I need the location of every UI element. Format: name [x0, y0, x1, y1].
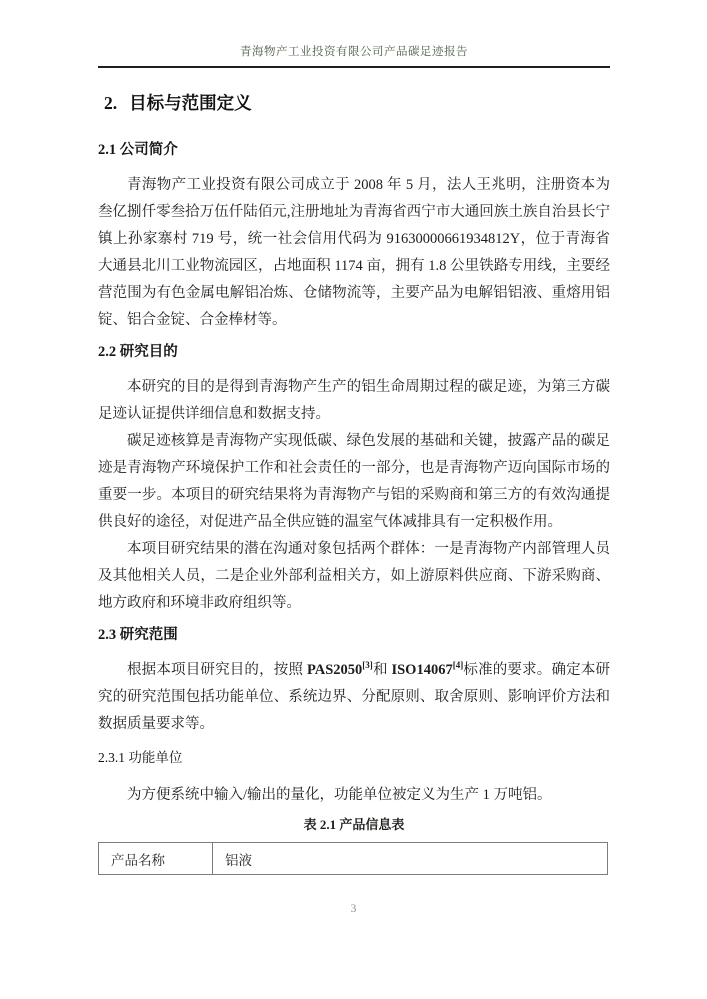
scope-text-segment-1: 根据本项目研究目的，按照 [127, 662, 307, 678]
section-heading-2-3: 2.3 研究范围 [98, 627, 178, 643]
paragraph-functional-unit: 为方便系统中输入/输出的量化，功能单位被定义为生产 1 万吨铝。 [127, 787, 552, 803]
subsection-heading-2-3-1: 2.3.1 功能单位 [98, 750, 183, 765]
paragraph-purpose-1: 本研究的目的是得到青海物产生产的铝生命周期过程的碳足迹，为第三方碳足迹认证提供详细信息和数据支持。 [98, 379, 610, 422]
table-cell-product-name-label: 产品名称 [99, 843, 213, 875]
paragraph-purpose-2: 碳足迹核算是青海物产实现低碳、绿色发展的基础和关键，披露产品的碳足迹是青海物产环境保护工作和社会责任的一部分，也是青海物产迈向国际市场的重要一步。本项目的研究结果将为青海物产与铝的采购商和第三方的有效沟通提供良好的途径，对促进产品全供应链的温室气体减排具有一定积极作用。 [98, 433, 610, 530]
section-heading-2-1: 2.1 公司简介 [98, 142, 178, 158]
table-row [99, 843, 608, 875]
chapter-title: 目标与范围定义 [129, 93, 252, 113]
chapter-number: 2. [104, 93, 118, 113]
paragraph-purpose-3: 本项目研究结果的潜在沟通对象包括两个群体：一是青海物产内部管理人员及其他相关人员，二是企业外部利益相关方，如上游原料供应商、下游采购商、地方政府和环境非政府组织等。 [98, 541, 610, 611]
product-info-table [98, 842, 608, 875]
paragraph-company-intro: 青海物产工业投资有限公司成立于 2008 年 5 月，法人王兆明，注册资本为叁亿捌仟零叁拾万伍仟陆佰元,注册地址为青海省西宁市大通回族土族自治县长宁镇上孙家寨村 719 号，统一社会信用代码为 91630000661934812Y，位于青海省大通县北川工业物流园区，占地面积 1174 亩，拥有 1.8 公里铁路专用线，主要经营范围为有色金属电解铝冶炼、仓储物流等，主要产品为电解铝铝液、重熔用铝锭、铝合金锭、合金棒材等。 [98, 177, 610, 328]
standard-iso14067: ISO14067 [391, 662, 453, 678]
citation-4: [4] [452, 660, 464, 671]
table-cell-product-name-value: 铝液 [213, 843, 608, 875]
table-caption: 表 2.1 产品信息表 [303, 817, 405, 832]
page-content [98, 0, 610, 875]
header-rule [98, 66, 610, 68]
scope-text-segment-3: 标准的要求。确定本研究的研究范围包括功能单位、系统边界、分配原则、取舍原则、影响评价方法和数据质量要求等。 [98, 662, 611, 732]
page-header-title: 青海物产工业投资有限公司产品碳足迹报告 [240, 46, 468, 58]
scope-text-segment-2: 和 [372, 662, 392, 678]
standard-pas2050: PAS2050 [306, 662, 363, 678]
citation-3: [3] [362, 660, 373, 671]
page-number: 3 [350, 903, 357, 915]
page-header [98, 0, 610, 68]
chapter-heading [104, 91, 610, 115]
paragraph-scope [98, 657, 610, 738]
section-heading-2-2: 2.2 研究目的 [98, 344, 178, 360]
